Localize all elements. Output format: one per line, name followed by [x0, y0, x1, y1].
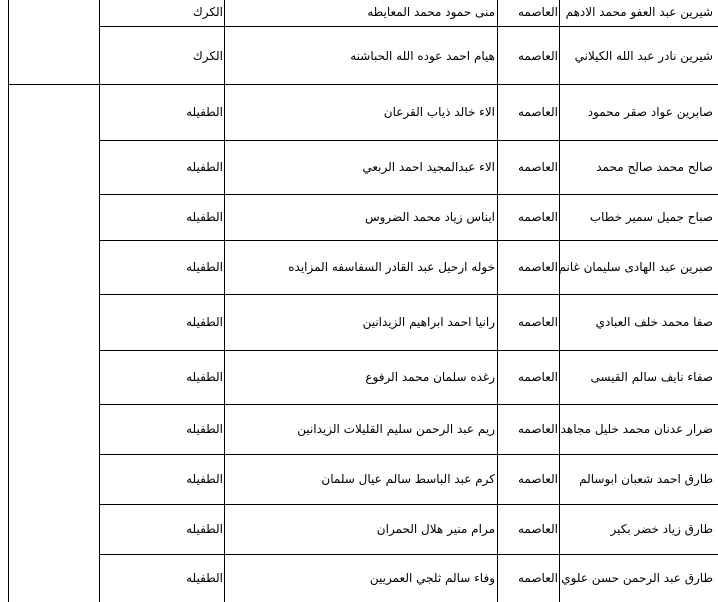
table-cell: العاصمه: [518, 422, 558, 436]
row-border: [99, 454, 718, 455]
row-border: [99, 26, 718, 27]
table-cell: الطفيله: [186, 422, 223, 436]
row-border: [99, 140, 718, 141]
row-border: [99, 350, 718, 351]
table-cell: الطفيله: [186, 472, 223, 486]
table-cell: الطفيله: [186, 571, 223, 585]
table-cell: طارق عبد الرحمن حسن علوي: [561, 571, 713, 585]
table-cell: العاصمه: [518, 105, 558, 119]
table-cell: طارق زياد خضر بكير: [610, 522, 713, 536]
table-cell: شيرين عبد العفو محمد الادهم: [565, 5, 713, 19]
table-cell: شيرين نادر عبد الله الكيلاني: [574, 49, 713, 63]
table-cell: الاء عبدالمجيد احمد الربعي: [362, 160, 495, 174]
row-border: [99, 554, 718, 555]
table-cell: الطفيله: [186, 370, 223, 384]
table-cell: الكرك: [192, 5, 223, 19]
table-cell: رغده سلمان محمد الرفوع: [365, 370, 495, 384]
table-cell: صابرين عواد صقر محمود: [587, 105, 713, 119]
table-cell: العاصمه: [518, 315, 558, 329]
table-cell: صالح محمد صالح محمد: [596, 160, 713, 174]
table-cell: العاصمه: [518, 260, 558, 274]
table-cell: العاصمه: [518, 472, 558, 486]
table-cell: ريم عبد الرحمن سليم القليلات الزيدانين: [297, 422, 495, 436]
column-border: [559, 0, 560, 602]
table-cell: صباح جميل سمير خطاب: [589, 210, 713, 224]
table-cell: العاصمه: [518, 160, 558, 174]
table-cell: خوله ارحيل عبد القادر السفاسفه المزايده: [288, 260, 495, 274]
table-cell: الطفيله: [186, 210, 223, 224]
table-cell: العاصمه: [518, 370, 558, 384]
table-cell: الطفيله: [186, 105, 223, 119]
table-cell: العاصمه: [518, 5, 558, 19]
column-border: [224, 0, 225, 602]
row-border: [8, 84, 99, 85]
row-border: [99, 194, 718, 195]
column-border: [99, 0, 100, 602]
row-border: [99, 504, 718, 505]
table-cell: العاصمه: [518, 49, 558, 63]
table-cell: ايناس زياد محمد الضروس: [364, 210, 495, 224]
column-border: [8, 0, 9, 602]
table-cell: العاصمه: [518, 522, 558, 536]
table-cell: صبرين عبد الهادى سليمان غانم: [558, 260, 713, 274]
table-cell: الطفيله: [186, 315, 223, 329]
table-cell: مرام منير هلال الحمران: [376, 522, 495, 536]
table-cell: منى حمود محمد المعايطه: [367, 5, 495, 19]
table-cell: الكرك: [192, 49, 223, 63]
table-cell: وفاء سالم ثلجي العمريين: [369, 571, 495, 585]
table-cell: رانيا احمد ابراهيم الزيدانين: [362, 315, 495, 329]
table-cell: العاصمه: [518, 210, 558, 224]
row-border: [99, 404, 718, 405]
table-cell: العاصمه: [518, 571, 558, 585]
table-cell: الاء خالد ذياب القرعان: [383, 105, 495, 119]
table-cell: هيام احمد عوده الله الحباشنه: [350, 49, 495, 63]
row-border: [99, 294, 718, 295]
table-cell: صفا محمد خلف العبادي: [595, 315, 713, 329]
table-cell: الطفيله: [186, 260, 223, 274]
table-cell: صفاء نايف سالم القيسى: [590, 370, 713, 384]
table-cell: كرم عبد الباسط سالم عيال سلمان: [321, 472, 495, 486]
row-border: [99, 84, 718, 85]
table-cell: ضرار عدنان محمد خليل مجاهد: [560, 422, 713, 436]
row-border: [99, 240, 718, 241]
table-cell: طارق احمد شعبان ابوسالم: [579, 472, 713, 486]
table-cell: الطفيله: [186, 522, 223, 536]
column-border: [497, 0, 498, 602]
table-cell: الطفيله: [186, 160, 223, 174]
